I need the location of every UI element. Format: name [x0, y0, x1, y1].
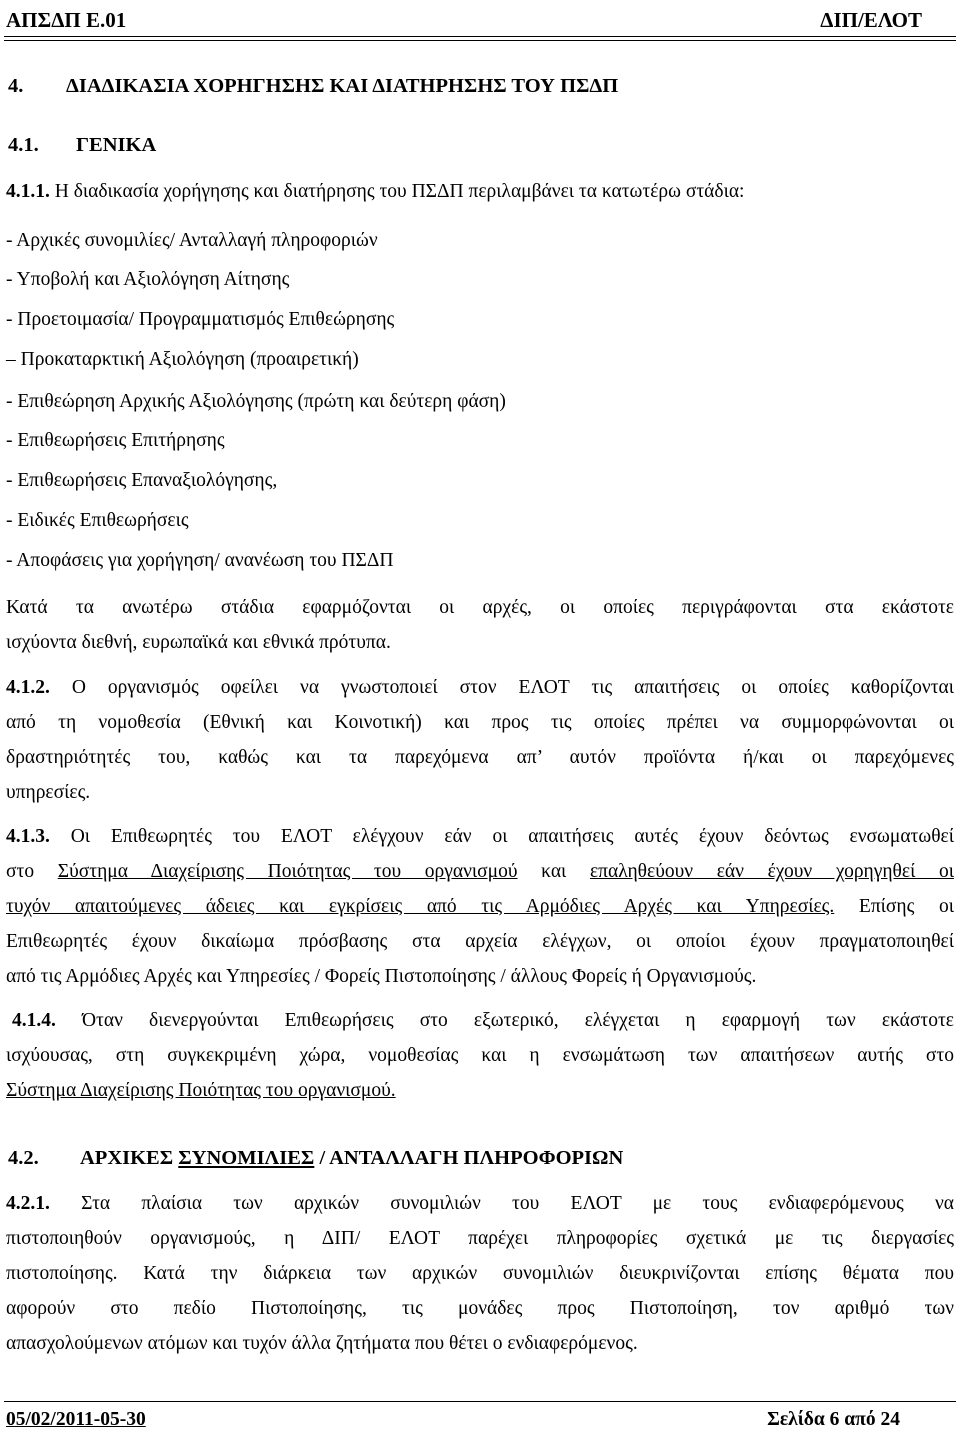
paragraph-4-2-1-text-1: Στα πλαίσια των αρχικών συνομιλιών του ΕΛΟΤ με τους ενδιαφερόμενους να: [49, 1193, 954, 1214]
section-4-1-title: ΓΕΝΙΚΑ: [76, 134, 157, 156]
stage-item: - Αποφάσεις για χορήγηση/ ανανέωση του ΠΣΔΠ: [6, 550, 394, 571]
stage-item: - Αρχικές συνομιλίες/ Ανταλλαγή πληροφοριών: [6, 230, 378, 251]
paragraph-4-1-2-line-2: από τη νομοθεσία (Εθνική και Κοινοτική) και προς τις οποίες πρέπει να συμμορφώνονται οι: [6, 712, 954, 733]
header-doc-code: ΑΠΣΔΠ Ε.01: [6, 8, 127, 32]
header-rule-thin: [4, 40, 956, 41]
paragraph-4-1-2-number: 4.1.2.: [6, 677, 50, 698]
paragraph-4-2-1-number: 4.2.1.: [6, 1193, 50, 1214]
paragraph-4-1-3-text-1: Οι Επιθεωρητές του ΕΛΟΤ ελέγχουν εάν οι απαιτήσεις αυτές έχουν δεόντως ενσωματωθεί: [49, 826, 954, 847]
header-department: ΔΙΠ/ΕΛΟΤ: [820, 8, 922, 32]
footer-rule: [4, 1401, 956, 1402]
stage-item: - Προετοιμασία/ Προγραμματισμός Επιθεώρησης: [6, 309, 395, 330]
paragraph-4-1-1-text: Η διαδικασία χορήγησης και διατήρησης του ΠΣΔΠ περιλαμβάνει τα κατωτέρω στάδια:: [49, 181, 745, 202]
paragraph-4-1-1: [6, 181, 744, 203]
paragraph-4-2-1-line-1: [6, 1193, 954, 1215]
footer-date: 05/02/2011-05-30: [6, 1409, 146, 1430]
section-4-1-heading: [8, 134, 156, 157]
section-4-2-number: 4.2.: [8, 1147, 39, 1169]
header-rule: [4, 36, 956, 37]
principles-line-1: Κατά τα ανωτέρω στάδια εφαρμόζονται οι αρχές, οι οποίες περιγράφονται στα εκάστοτε: [6, 597, 954, 618]
paragraph-4-1-4-line-2: ισχύουσας, στη συγκεκριμένη χώρα, νομοθεσίας και η ενσωμάτωση των απαιτήσεων αυτής στο: [6, 1045, 954, 1066]
paragraph-4-1-2-line-3: δραστηριότητές του, καθώς και τα παρεχόμενα απ’ αυτόν προϊόντα ή/και οι παρεχόμενες: [6, 747, 954, 768]
paragraph-4-2-1-line-4: αφορούν στο πεδίο Πιστοποίησης, τις μονάδες προς Πιστοποίηση, τον αριθμό των: [6, 1298, 954, 1319]
paragraph-4-1-3-line-1: [6, 826, 954, 848]
paragraph-4-1-3-number: 4.1.3.: [6, 826, 50, 847]
paragraph-4-1-4-line-1: [12, 1010, 954, 1032]
section-4-1-number: 4.1.: [8, 134, 39, 156]
paragraph-4-1-3-line-2: στο Σύστημα Διαχείρισης Ποιότητας του οργανισμού και επαληθεύουν εάν έχουν χορηγηθεί οι: [6, 861, 954, 882]
paragraph-4-1-1-number: 4.1.1.: [6, 181, 50, 202]
section-4-2-title: ΑΡΧΙΚΕΣ ΣΥΝΟΜΙΛΙΕΣ / ΑΝΤΑΛΛΑΓΗ ΠΛΗΡΟΦΟΡΙΩΝ: [80, 1147, 624, 1169]
footer-page-number: Σελίδα 6 από 24: [767, 1409, 900, 1430]
paragraph-4-2-1-line-5: απασχολούμενων ατόμων και τυχόν άλλα ζητήματα που θέτει ο ενδιαφερόμενος.: [6, 1333, 638, 1354]
paragraph-4-1-3-line-4: Επιθεωρητές έχουν δικαίωμα πρόσβασης στα αρχεία ελέγχων, οι οποίοι έχουν πραγματοποιηθεί: [6, 931, 954, 952]
section-4-number: 4.: [8, 75, 24, 97]
stage-item: - Επιθεωρήσεις Επιτήρησης: [6, 430, 225, 451]
paragraph-4-1-2-line-1: [6, 677, 954, 699]
stage-item: - Επιθεωρήσεις Επαναξιολόγησης,: [6, 470, 278, 491]
section-4-title: ΔΙΑΔΙΚΑΣΙΑ ΧΟΡΗΓΗΣΗΣ ΚΑΙ ΔΙΑΤΗΡΗΣΗΣ ΤΟΥ ΠΣΔΠ: [66, 75, 619, 97]
principles-line-2: ισχύοντα διεθνή, ευρωπαϊκά και εθνικά πρότυπα.: [6, 632, 391, 653]
paragraph-4-1-4-text-1: Όταν διενεργούνται Επιθεωρήσεις στο εξωτερικό, ελέγχεται η εφαρμογή των εκάστοτε: [55, 1010, 954, 1031]
paragraph-4-1-3-line-5: από τις Αρμόδιες Αρχές και Υπηρεσίες / Φορείς Πιστοποίησης / άλλους Φορείς ή Οργανισμούς.: [6, 966, 757, 987]
paragraph-4-1-4-line-3: Σύστημα Διαχείρισης Ποιότητας του οργανισμού.: [6, 1080, 396, 1101]
paragraph-4-1-3-line-3: τυχόν απαιτούμενες άδειες και εγκρίσεις από τις Αρμόδιες Αρχές και Υπηρεσίες. Επίσης οι: [6, 896, 954, 917]
section-4-heading: [8, 75, 618, 98]
stage-item: - Υποβολή και Αξιολόγηση Αίτησης: [6, 269, 290, 290]
section-4-2-heading: [8, 1147, 623, 1170]
paragraph-4-1-2-line-4: υπηρεσίες.: [6, 782, 91, 803]
paragraph-4-2-1-line-3: πιστοποίησης. Κατά την διάρκεια των αρχικών συνομιλιών διευκρινίζονται επίσης θέματα που: [6, 1263, 954, 1284]
paragraph-4-1-4-number: 4.1.4.: [12, 1010, 56, 1031]
paragraph-4-2-1-line-2: πιστοποιηθούν οργανισμούς, η ΔΙΠ/ ΕΛΟΤ παρέχει πληροφορίες σχετικά με τις διεργασίες: [6, 1228, 954, 1249]
stage-item: - Επιθεώρηση Αρχικής Αξιολόγησης (πρώτη και δεύτερη φάση): [6, 391, 506, 412]
stage-item: – Προκαταρκτική Αξιολόγηση (προαιρετική): [6, 349, 359, 370]
stage-item: - Ειδικές Επιθεωρήσεις: [6, 510, 189, 531]
paragraph-4-1-2-text-1: Ο οργανισμός οφείλει να γνωστοποιεί στον ΕΛΟΤ τις απαιτήσεις οι οποίες καθορίζονται: [49, 677, 954, 698]
